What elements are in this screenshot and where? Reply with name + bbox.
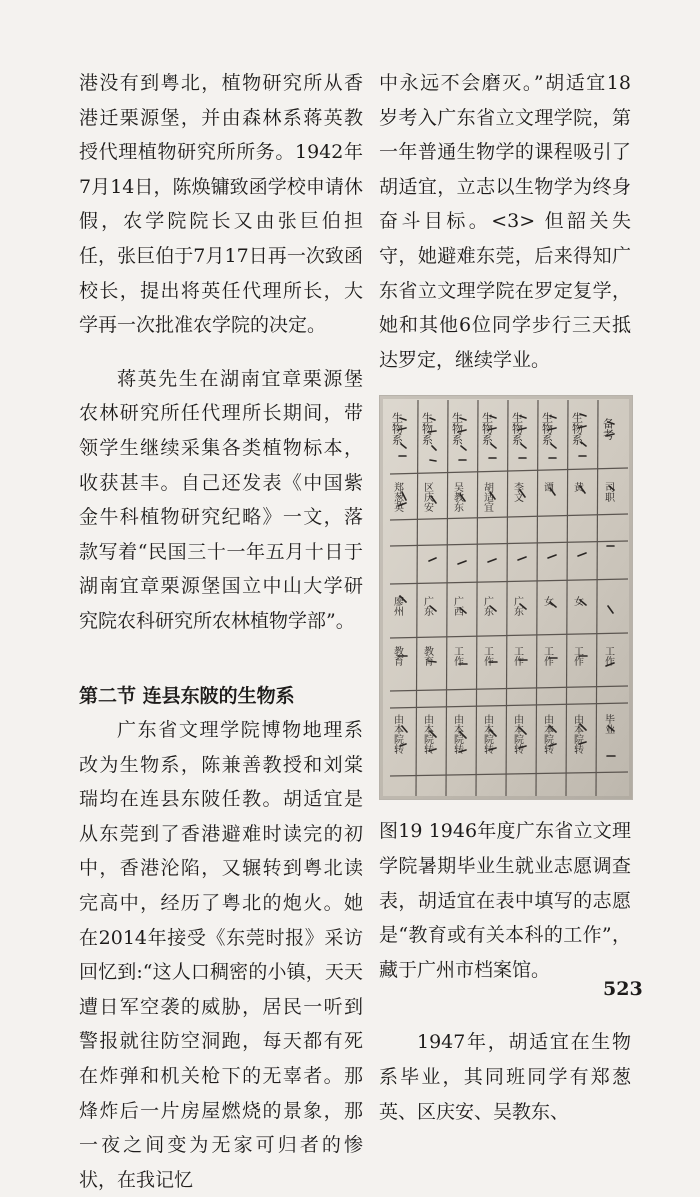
archive-cell: 由本院转 bbox=[541, 714, 553, 755]
archive-cell: 区庆安 bbox=[421, 482, 433, 513]
archive-header-cell: 生物系 bbox=[390, 412, 404, 446]
archive-cell: 广东 bbox=[511, 596, 523, 617]
archive-cell: 广东 bbox=[481, 596, 493, 617]
archive-cell: 由本院转 bbox=[481, 714, 493, 755]
archive-cell: 教育 bbox=[421, 646, 433, 667]
archive-cell: 工作 bbox=[541, 646, 553, 667]
archive-header-cell: 生物系 bbox=[450, 412, 464, 446]
archive-cell: 工作 bbox=[451, 646, 463, 667]
archive-cell: 女 bbox=[541, 596, 553, 607]
archive-cell: 由本院转 bbox=[421, 714, 433, 755]
archive-cell: 工作 bbox=[571, 646, 583, 667]
archive-header-cell: 生物系 bbox=[540, 412, 554, 446]
figure-caption: 图19 1946年度广东省立文理学院暑期毕业生就业志愿调查表，胡适宜在表中填写的志愿是“教育或有关本科的工作”，藏于广州市档案馆。 bbox=[379, 820, 631, 981]
section-heading: 第二节 连县东陂的生物系 bbox=[79, 684, 295, 707]
page-number: 523 bbox=[603, 978, 643, 1000]
archive-cell: 吴教东 bbox=[451, 482, 463, 513]
archive-cell: 工作 bbox=[511, 646, 523, 667]
archive-cell: 毕业 bbox=[602, 714, 614, 735]
left-paragraph-2: 蒋英先生在湖南宜章栗源堡农林研究所任代理所长期间，带领学生继续采集各类植物标本，收获甚丰。自己还发表《中国紫金牛科植物研究纪略》一文，落款写着“民国三十一年五月十日于湖南宜章栗源堡国立中山大学研究院农科研究所农林植物学部”。 bbox=[79, 367, 363, 632]
archive-header-cell: 备考 bbox=[601, 418, 615, 441]
archive-cell: 廖州 bbox=[391, 596, 403, 617]
archive-cell: 广东 bbox=[421, 596, 433, 617]
archive-table-image bbox=[380, 396, 632, 799]
archive-cell: 广西 bbox=[451, 596, 463, 617]
left-paragraph-3: 广东省文理学院博物地理系改为生物系，陈兼善教授和刘棠瑞均在连县东陂任教。胡适宜是从东莞到了香港避难时读完的初中，香港沦陷，又辗转到粤北读完高中，经历了粤北的炮火。她在2014年接受《东莞时报》采访回忆到:“这人口稠密的小镇，天天遭日军空袭的威胁，居民一听到警报就往防空洞跑，每天都有死在炸弹和机关枪下的无辜者。那烽炸后一片房屋燃烧的景象，那一夜之间变为无家可归者的惨状，在我记忆 bbox=[79, 719, 363, 1191]
archive-cell: 由本院转 bbox=[571, 714, 583, 755]
right-paragraph-1: 中永远不会磨灭。”胡适宜18岁考入广东省立文理学院，第一年普通生物学的课程吸引了胡适宜，立志以生物学为终身奋斗目标。<3> 但韶关失守，她避难东莞，后来得知广东省立文理学院在罗定复学，她和其他6位同学步行三天抵达罗定，继续学业。 bbox=[379, 72, 631, 371]
archive-cell: 教育 bbox=[391, 646, 403, 667]
right-paragraph-2: 1947年，胡适宜在生物系毕业，其同班同学有郑葱英、区庆安、吴教东、 bbox=[379, 1031, 631, 1123]
archive-header-cell: 生物系 bbox=[510, 412, 524, 446]
archive-header-cell: 生物系 bbox=[480, 412, 494, 446]
archive-cell: 谭 bbox=[541, 482, 553, 493]
archive-header-cell: 生物系 bbox=[570, 412, 584, 446]
archive-cell: 由本院转 bbox=[451, 714, 463, 755]
left-paragraph-1: 港没有到粤北，植物研究所从香港迁栗源堡，并由森林系蒋英教授代理植物研究所所务。1942年7月14日，陈焕镛致函学校申请休假，农学院院长又由张巨伯担任，张巨伯于7月17日再一次致函校长，提出将英任代理所长，大学再一次批准农学院的决定。 bbox=[79, 72, 363, 337]
archive-cell: 李文 bbox=[511, 482, 523, 503]
archive-cell: 由本院转 bbox=[511, 714, 523, 755]
archive-cell: 黄 bbox=[571, 482, 583, 493]
right-column bbox=[379, 66, 631, 1129]
archive-header-cell: 生物系 bbox=[420, 412, 434, 446]
archive-cell: 胡适宜 bbox=[481, 482, 493, 513]
archive-cell: 郑葱英 bbox=[391, 482, 403, 513]
archive-cell: 工作 bbox=[481, 646, 493, 667]
archive-photo bbox=[379, 395, 633, 800]
archive-cell: 司职 bbox=[602, 482, 614, 503]
archive-cell: 工作 bbox=[602, 646, 614, 667]
archive-cell: 女 bbox=[571, 596, 583, 607]
left-column bbox=[79, 66, 363, 1197]
archive-cell: 由本院转 bbox=[391, 714, 403, 755]
